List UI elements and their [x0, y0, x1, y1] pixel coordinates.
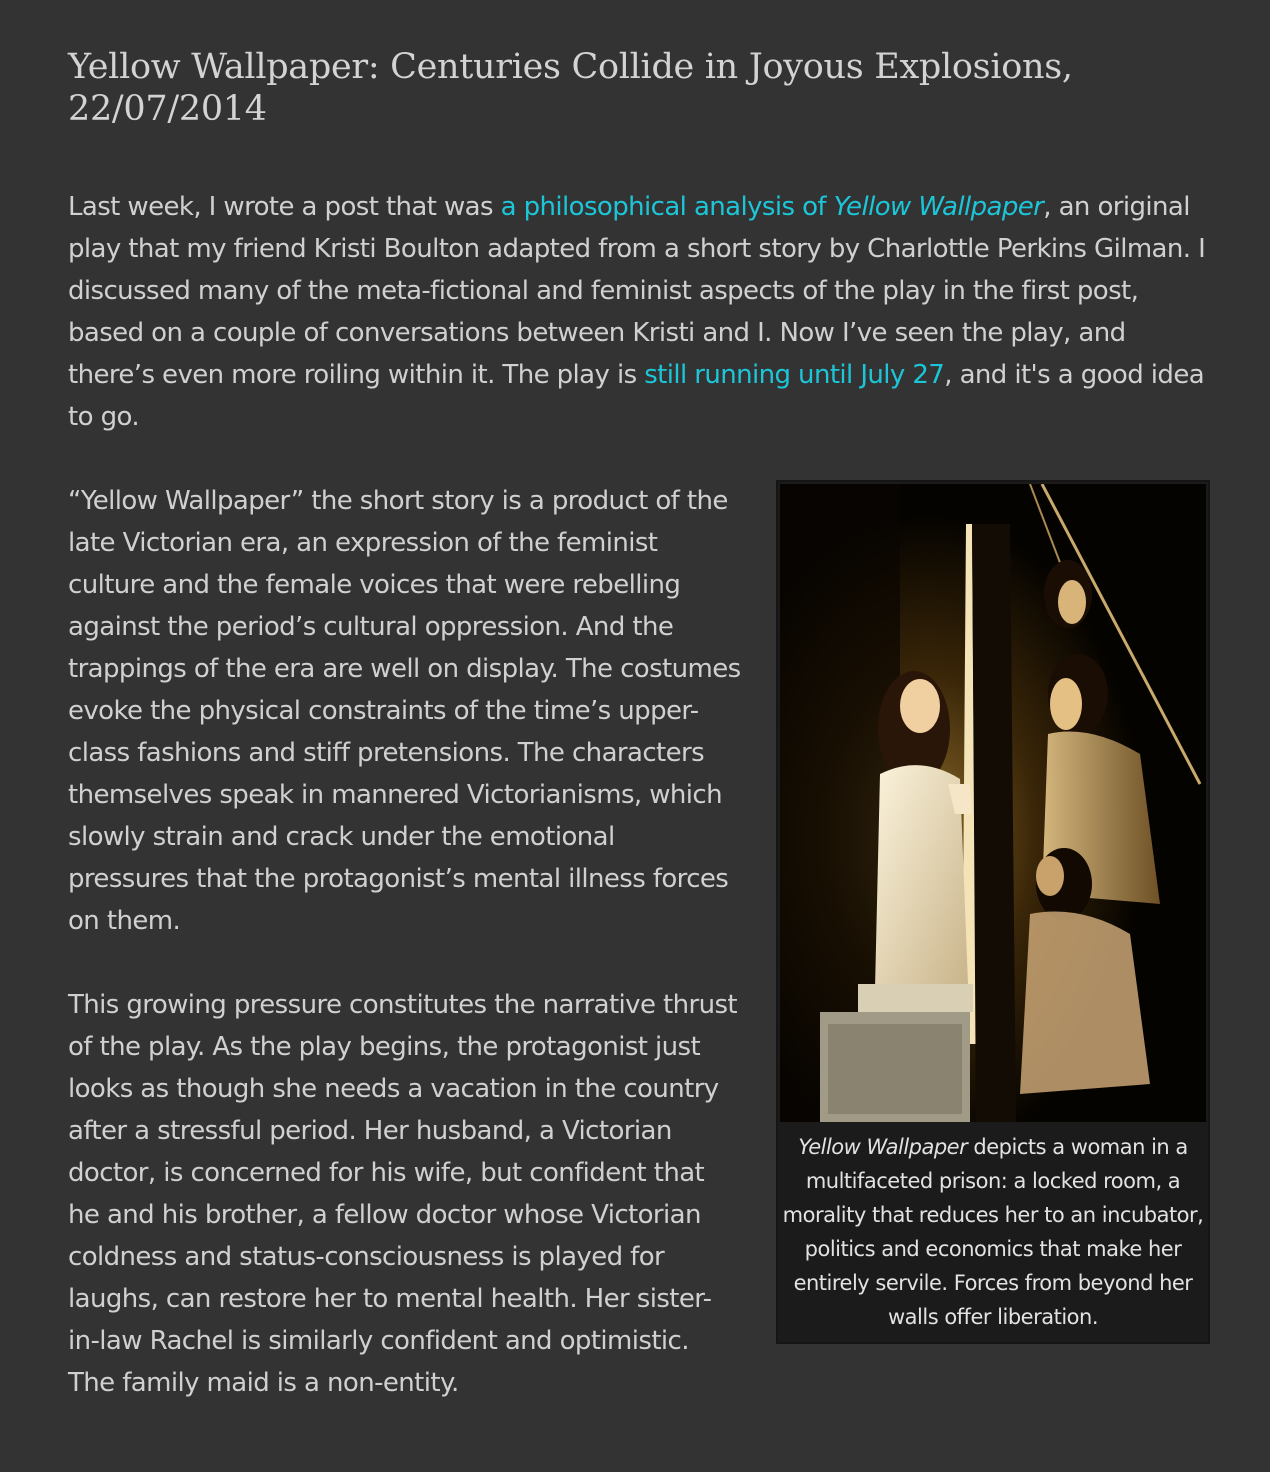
- production-photo: [780, 484, 1206, 1122]
- intro-text-start: Last week, I wrote a post that was: [68, 192, 501, 222]
- paragraph-intro: [68, 186, 1208, 438]
- photo-caption: [780, 1122, 1206, 1334]
- link-text: a philosophical analysis of: [500, 192, 834, 222]
- paragraph-victorian-era: “Yellow Wallpaper” the short story is a product of the late Victorian era, an expression of the feminist culture and the female voices that were rebelling against the period’s cultural oppression. And the trappings of the era are well on display. The costumes evoke the physical constraints of the time’s upper-class fashions and stiff pretensions. The characters themselves speak in mannered Victorianisms, which slowly strain and crack under the emotional pressures that the protagonist’s mental illness forces on them.: [68, 486, 741, 936]
- still-running-link[interactable]: still running until July 27: [644, 360, 945, 390]
- intro-text-end: , and it's a good idea to go.: [68, 360, 1205, 432]
- post-body: [68, 186, 1208, 1404]
- paragraph-narrative-thrust: This growing pressure constitutes the narrative thrust of the play. As the play begins, the protagonist just looks as though she needs a vacation in the country after a stressful period. Her husband, a Victorian doctor, is concerned for his wife, but confident that he and his brother, a fellow doctor whose Victorian coldness and status-consciousness is played for laughs, can restore her to mental health. Her sister-in-law Rachel is similarly confident and optimistic. The family maid is a non-entity.: [68, 990, 737, 1398]
- intro-text-middle: , an original play that my friend Kristi Boulton adapted from a short story by Charlottle Perkins Gilman. I discussed many of the meta-fictional and feminist aspects of the play in the first post, based on a couple of conversations between Kristi and I. Now I’ve seen the play, and there’s even more roiling within it. The play is: [68, 192, 1206, 390]
- philosophical-analysis-link[interactable]: [501, 192, 1044, 222]
- caption-text: depicts a woman in a multifaceted prison: a locked room, a morality that reduces her to an incubator, politics and economics that make her entirely servile. Forces from beyond her walls offer liberation.: [782, 1135, 1204, 1329]
- caption-title-italic: Yellow Wallpaper: [798, 1135, 968, 1159]
- link-title-italic: Yellow Wallpaper: [833, 192, 1044, 222]
- post-title: Yellow Wallpaper: Centuries Collide in Joyous Explosions, 22/07/2014: [68, 47, 1073, 129]
- production-photo-figure: [776, 480, 1210, 1344]
